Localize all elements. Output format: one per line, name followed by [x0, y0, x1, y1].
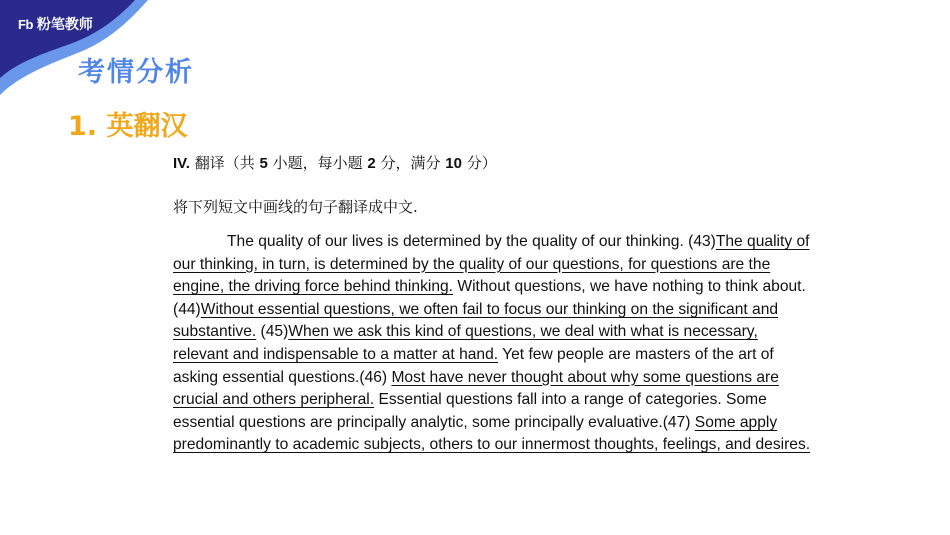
brand-logo — [18, 14, 93, 34]
section-title: 考情分析 — [78, 57, 194, 88]
heading-middle2: 分，满分 — [375, 154, 446, 172]
exam-document — [173, 152, 813, 457]
sentence-46: Most have never thought about why some questions are crucial and others peripheral. — [173, 368, 779, 409]
heading-roman: IV. — [173, 155, 190, 172]
passage-part-4: Yet few people are masters of the art of asking essential questions.(46) — [173, 345, 774, 386]
sentence-45: When we ask this kind of questions, we deal with what is necessary, relevant and indispensable to a matter at hand. — [173, 323, 758, 363]
heading-points: 2 — [367, 155, 376, 172]
question-heading — [173, 152, 813, 173]
heading-prefix-text: 翻译（共 — [189, 154, 260, 172]
instruction-text: 将下列短文中画线的句子翻译成中文. — [173, 198, 418, 216]
sentence-47: Some apply predominantly to academic subjects, others to our innermost thoughts, feelings, and desires. — [173, 413, 811, 454]
passage-part-3: (45) — [256, 323, 289, 341]
subsection-title: 1. 英翻汉 — [68, 111, 188, 142]
sentence-44: Without essential questions, we often fail to focus our thinking on the significant and substantive. — [173, 300, 779, 341]
heading-total: 10 — [445, 155, 462, 172]
heading-count: 5 — [259, 155, 268, 172]
brand-name: 粉笔教师 — [36, 16, 93, 32]
sentence-43: The quality of our thinking, in turn, is determined by the quality of our questions, for questions are the engine, the driving force behind thinking. — [173, 233, 810, 296]
heading-middle: 小题，每小题 — [267, 154, 368, 172]
passage-part-1: The quality of our lives is determined by the quality of our thinking. (43) — [227, 233, 716, 250]
logo-mark: Fb — [18, 16, 33, 32]
passage — [173, 231, 813, 457]
passage-part-5: Essential questions fall into a range of categories. Some essential questions are principally analytic, some principally evaluative.(47) — [173, 391, 767, 431]
heading-suffix: 分） — [461, 154, 497, 172]
passage-part-2: Without questions, we have nothing to think about. (44) — [173, 278, 806, 318]
